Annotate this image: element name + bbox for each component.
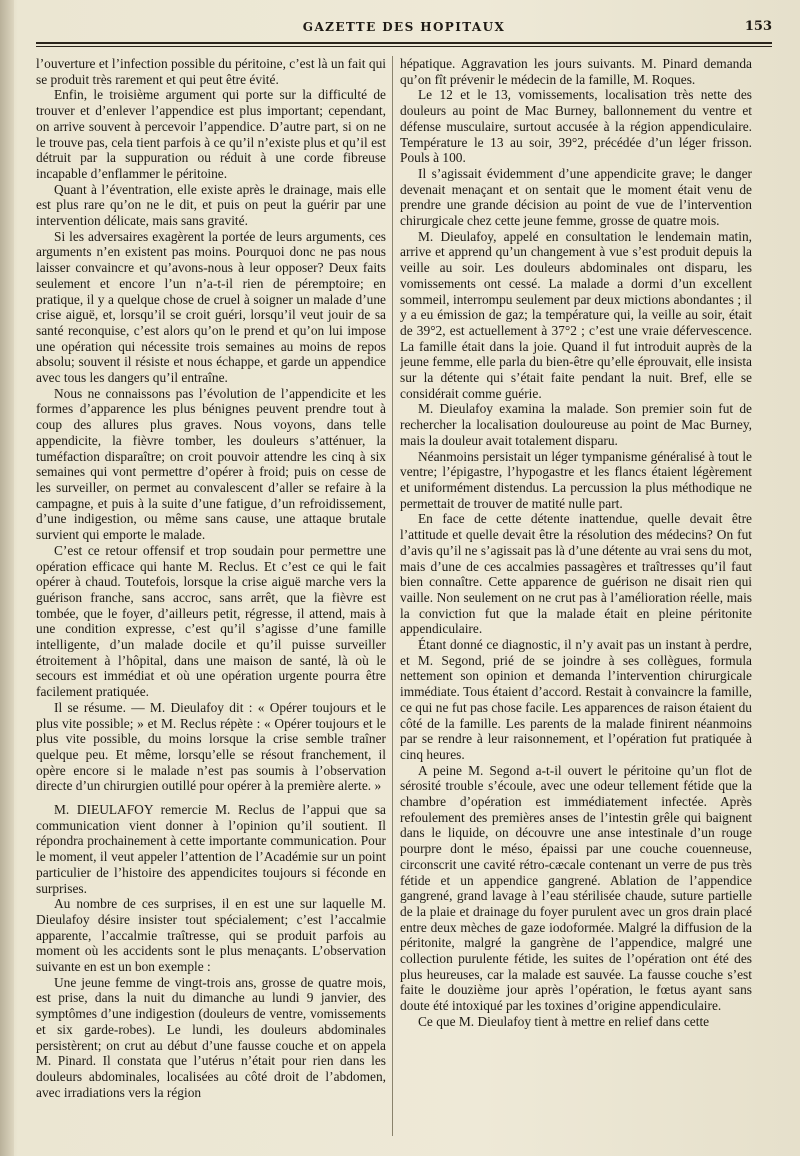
paragraph: Il se résume. — M. Dieulafoy dit : « Opérer toujours et le plus vite possible; » et M. Reclus répète : « Opérer toujours et le plus vite possible, du moins lorsque la crise semble traîner quelque peu. Et même, lorsqu’elle se résout franchement, il opère encore si le malade n’est pas soumis à l’observation directe d’un chirurgien outillé pour opérer à la première alerte. »: [36, 699, 386, 794]
paragraph: Une jeune femme de vingt-trois ans, grosse de quatre mois, est prise, dans la nuit du dimanche au lundi 9 janvier, des symptômes d’une indigestion (douleurs de ventre, vomissements et six garde-robes). Le lundi, les douleurs abdominales persistèrent; on crut au début d’une fausse couche et on appela M. Pinard. Il constata que l’utérus n’était pour rien dans les douleurs abdominales, localisées au côté droit de l’abdomen, avec irradiations vers la région: [36, 974, 386, 1100]
paragraph: Étant donné ce diagnostic, il n’y avait pas un instant à perdre, et M. Segond, prié de se joindre à ses collègues, formula nettement son opinion et demanda l’intervention chirurgicale immédiate. Tous étaient d’accord. Restait à convaincre la famille, ce qui ne fut pas chose facile. Les apparences de raison étaient du côté de la famille. Les parents de la malade finirent néanmoins par se rendre à leur raisonnement, et l’opération fut pratiquée à cinq heures.: [400, 637, 752, 762]
paragraph: M. DIEULAFOY remercie M. Reclus de l’appui que sa communication vient donner à l’opinion qu’il soutient. Il répondra prochainement à cette importante communication. Pour le moment, il veut appeler l’attention de l’Académie sur un point particulier de l’histoire des appendicites toujours si féconde en surprises.: [36, 802, 386, 896]
paragraph: Enfin, le troisième argument qui porte sur la difficulté de trouver et d’enlever l’appendice est plus important; cependant, on arrive souvent à percevoir l’appendice. D’autre part, si on ne le trouve pas, cela tient parfois à ce qu’il n’existe plus et qu’il est détruit par la suppuration ou réduit à une corde fibreuse incapable d’enflammer le péritoine.: [36, 87, 386, 181]
page-number: 153: [744, 19, 772, 34]
header-rule-thick: [36, 42, 772, 44]
paragraph: A peine M. Segond a-t-il ouvert le péritoine qu’un flot de sérosité trouble s’écoule, avec une odeur tellement fétide que la chambre d’opération est immédiatement infectée. Après refoulement des premières anses de l’intestin grêle qui baignent dans le liquide, on découvre une anse intestinale d’un rouge pourpre dont le méso, épaissi par une couche couenneuse, circonscrit une cavité rétro-cæcale contenant un verre de pus très fétide et un appendice gangrené. Ablation de l’appendice gangrené, grand lavage à l’eau stérilisée chaude, suture partielle de la plaie et drainage du foyer purulent avec un gros drain placé entre deux mèches de gaze iodoformée. Malgré la diffusion de la péritonite, malgré la gangrène de l’appendice, malgré une collection purulente fétide, les suites de l’opération ont été des plus heureuses, car la malade est sauvée. La fausse couche s’est faite le douzième jour après l’opération, le fœtus ayant sans doute été intoxiqué par les toxines d’origine appendiculaire.: [400, 762, 752, 1014]
paragraph: M. Dieulafoy, appelé en consultation le lendemain matin, arrive et apprend qu’un changement à vue s’est produit depuis la veille au soir. Les douleurs abdominales ont disparu, les vomissements ont cessé. La malade a dormi d’un excellent sommeil, interrompu seulement par deux mictions abondantes ; il y a eu émission de gaz; la température qui, la veille au soir, était de 39°2, est actuellement à 37°2 ; c’est une vraie défervescence. La famille était dans la joie. Quand il fut introduit auprès de la jeune femme, elle parla du bien-être qu’elle éprouvait, elle insista sur la détente qui s’était faite pendant la nuit. Bref, elle se considérait comme guérie.: [400, 228, 752, 401]
paragraph: hépatique. Aggravation les jours suivants. M. Pinard demanda qu’on fît prévenir le médecin de la famille, M. Roques.: [400, 56, 752, 87]
right-column: [400, 56, 752, 1146]
paragraph: Si les adversaires exagèrent la portée de leurs arguments, ces arguments n’en existent pas moins. Pourquoi donc ne pas nous laisser convaincre et qu’avons-nous à leur opposer? Deux faits seulement et encore l’un n’a-t-il rien de péremptoire; en pratique, il y a quelque chose de cruel à soigner un malade d’une crise aiguë, et, lorsqu’il se croit guéri, lorsqu’il veut jouir de sa santé reconquise, c’est alors qu’on le prend et qu’on lui impose une opération qui nécessite trois semaines au moins de repos absolu; souvent il résiste et nous échappe, et garde un appendice avec tous les dangers qu’il entraîne.: [36, 228, 386, 386]
paragraph: Le 12 et le 13, vomissements, localisation très nette des douleurs au point de Mac Burney, ballonnement du ventre et défense musculaire, surtout accusée à la région appendiculaire. Température le 13 au soir, 39°2, précédée d’un léger frisson. Pouls à 100.: [400, 87, 752, 166]
left-column: [36, 56, 386, 1146]
paragraph: Néanmoins persistait un léger tympanisme généralisé à tout le ventre; l’épigastre, l’hypogastre et les flancs étaient légèrement et uniformément distendus. La percussion la plus méthodique ne permettait de trouver de matité nulle part.: [400, 448, 752, 511]
paragraph: Nous ne connaissons pas l’évolution de l’appendicite et les formes d’apparence les plus bénignes peuvent prendre tout à coup des allures plus graves. Nous voyons, dans telle appendicite, la fièvre tomber, les douleurs s’atténuer, la tuméfaction disparaître; on croit pouvoir attendre les cinq à six semaines qui vont permettre d’opérer à froid; puis on cesse de les surveiller, on permet au convalescent d’aller se refaire à la campagne, et puis à la suite d’une fatigue, d’un refroidissement, d’une indigestion, ou même sans cause, une attaque brutale survient qui emporte le malade.: [36, 385, 386, 543]
paragraph: M. Dieulafoy examina la malade. Son premier soin fut de rechercher la localisation douloureuse au point de Mac Burney, mais la douleur avait totalement disparu.: [400, 401, 752, 448]
paragraph: Quant à l’éventration, elle existe après le drainage, mais elle est plus rare qu’on ne le dit, et puis on peut la guérir par une intervention délicate, mais sans gravité.: [36, 181, 386, 229]
paragraph: C’est ce retour offensif et trop soudain pour permettre une opération efficace qui hante M. Reclus. Et c’est ce qui le fait opérer à chaud. Toutefois, lorsque la crise aiguë marche vers la guérison franche, sans accroc, sans arrêt, que la fièvre est tombée, que le foyer, d’ailleurs petit, régresse, il attend, mais à une condition expresse, c’est qu’il s’agisse d’une famille intelligente, d’un malade docile et qu’il puisse surveiller étroitement à l’hôpital, dans une maison de santé, là où le secours est immédiat et où une opération urgente pourra être facilement pratiquée.: [36, 542, 386, 700]
paragraph: l’ouverture et l’infection possible du péritoine, c’est là un fait qui se produit très rarement et qui peut être évité.: [36, 56, 386, 87]
page-binding-edge: [0, 0, 14, 1156]
paragraph: Ce que M. Dieulafoy tient à mettre en relief dans cette: [418, 1013, 710, 1029]
page-header: [36, 18, 772, 40]
header-rule-thin: [36, 46, 772, 47]
running-title: GAZETTE DES HOPITAUX: [302, 20, 506, 34]
paragraph: Il s’agissait évidemment d’une appendicite grave; le danger devenait menaçant et on sentait que le moment était venu de prendre une grande décision au point de vue de l’intervention chirurgicale chez cette jeune femme, grosse de quatre mois.: [400, 165, 752, 229]
column-divider: [392, 56, 393, 1136]
paragraph: En face de cette détente inattendue, quelle devait être l’attitude et quelle devait être la résolution des médecins? On fut d’avis qu’il ne s’agissait pas là d’une détente au vrai sens du mot, mais d’une de ces accalmies passagères et traîtresses qu’il faut bien connaître. Cette apparence de guérison ne disait rien qui vaille. Non seulement on ne crut pas à l’amélioration réelle, mais la conviction fut que la malade était en pleine péritonite appendiculaire.: [400, 511, 752, 637]
paragraph: Au nombre de ces surprises, il en est une sur laquelle M. Dieulafoy désire insister tout spécialement; c’est l’accalmie apparente, l’accalmie traîtresse, qui se produit parfois au moment où les accidents sont le plus menaçants. L’observation suivante en est un bon exemple :: [36, 896, 386, 975]
